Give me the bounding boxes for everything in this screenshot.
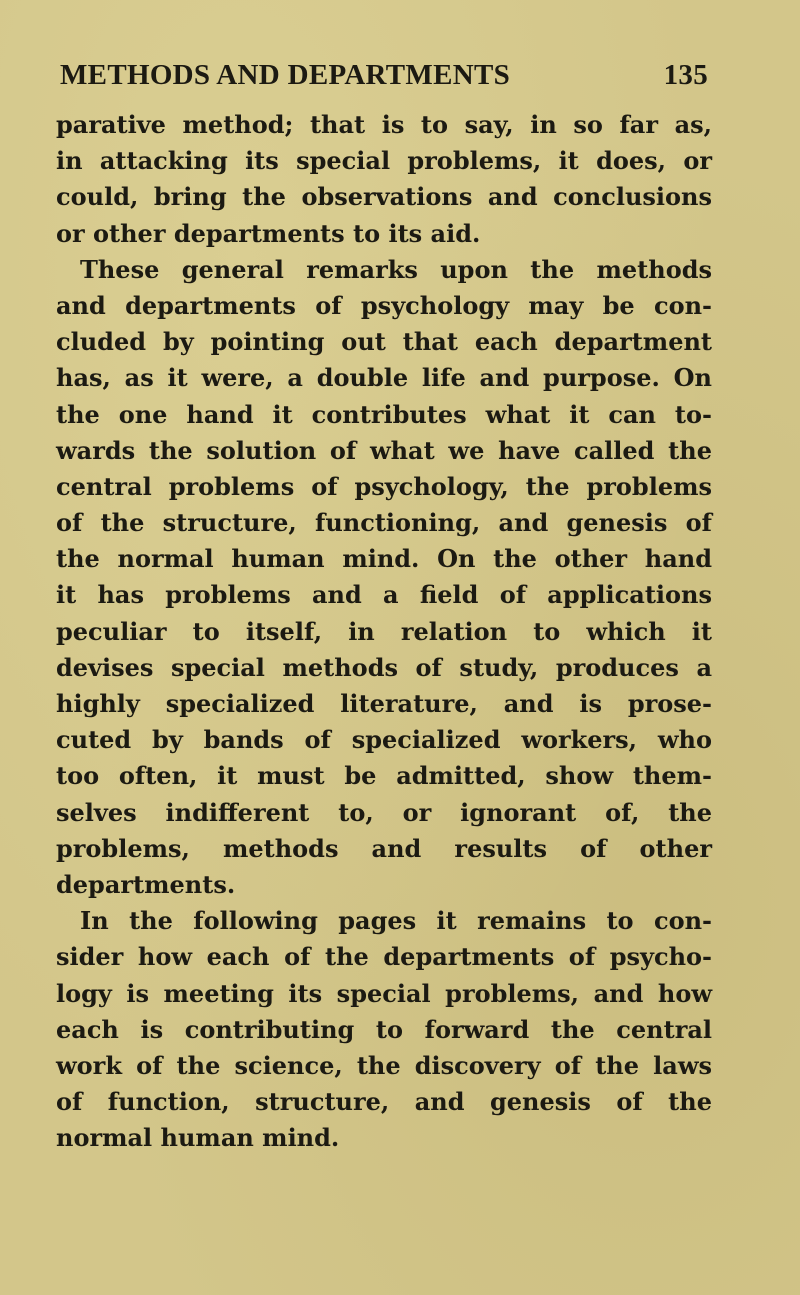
text-line: the one hand it contributes what it can to-: [56, 399, 712, 429]
running-title: METHODS AND DEPARTMENTS: [60, 59, 511, 91]
text-line: departments.: [56, 869, 236, 899]
body-text: [56, 107, 712, 1156]
text-line: cuted by bands of specialized workers, who: [56, 725, 712, 755]
text-line: in attacking its special problems, it does, or: [56, 146, 712, 176]
text-line: problems, methods and results of other: [56, 833, 712, 863]
text-line: work of the science, the discovery of the laws: [56, 1050, 712, 1080]
text-line: of function, structure, and genesis of the: [56, 1087, 712, 1117]
text-line: could, bring the observations and conclusions: [56, 182, 712, 212]
text-line: These general remarks upon the methods: [80, 254, 712, 284]
text-line: sider how each of the departments of psycho-: [56, 942, 712, 972]
text-line: too often, it must be admitted, show them-: [56, 761, 712, 791]
text-line: selves indifferent to, or ignorant of, the: [56, 797, 712, 827]
text-line: or other departments to its aid.: [56, 218, 481, 248]
page-number: 135: [663, 59, 708, 91]
text-line: parative method; that is to say, in so far as,: [56, 110, 712, 139]
text-line: each is contributing to forward the central: [56, 1014, 712, 1044]
text-line: normal human mind.: [56, 1123, 340, 1153]
text-line: of the structure, functioning, and genesis of: [56, 508, 712, 538]
text-line: has, as it were, a double life and purpose. On: [56, 363, 712, 393]
text-line: highly specialized literature, and is prose-: [56, 689, 712, 718]
text-line: it has problems and a field of applications: [56, 580, 712, 610]
text-line: wards the solution of what we have called the: [56, 435, 712, 465]
text-line: cluded by pointing out that each department: [56, 327, 712, 357]
text-line: devises special methods of study, produces a: [56, 652, 712, 682]
text-line: peculiar to itself, in relation to which it: [56, 616, 712, 646]
text-line: logy is meeting its special problems, and how: [56, 978, 712, 1008]
running-head: [60, 58, 708, 92]
text-line: central problems of psychology, the problems: [56, 471, 712, 501]
text-line: and departments of psychology may be con-: [56, 290, 712, 320]
text-line: the normal human mind. On the other hand: [56, 544, 712, 574]
text-line: In the following pages it remains to con-: [80, 906, 712, 936]
